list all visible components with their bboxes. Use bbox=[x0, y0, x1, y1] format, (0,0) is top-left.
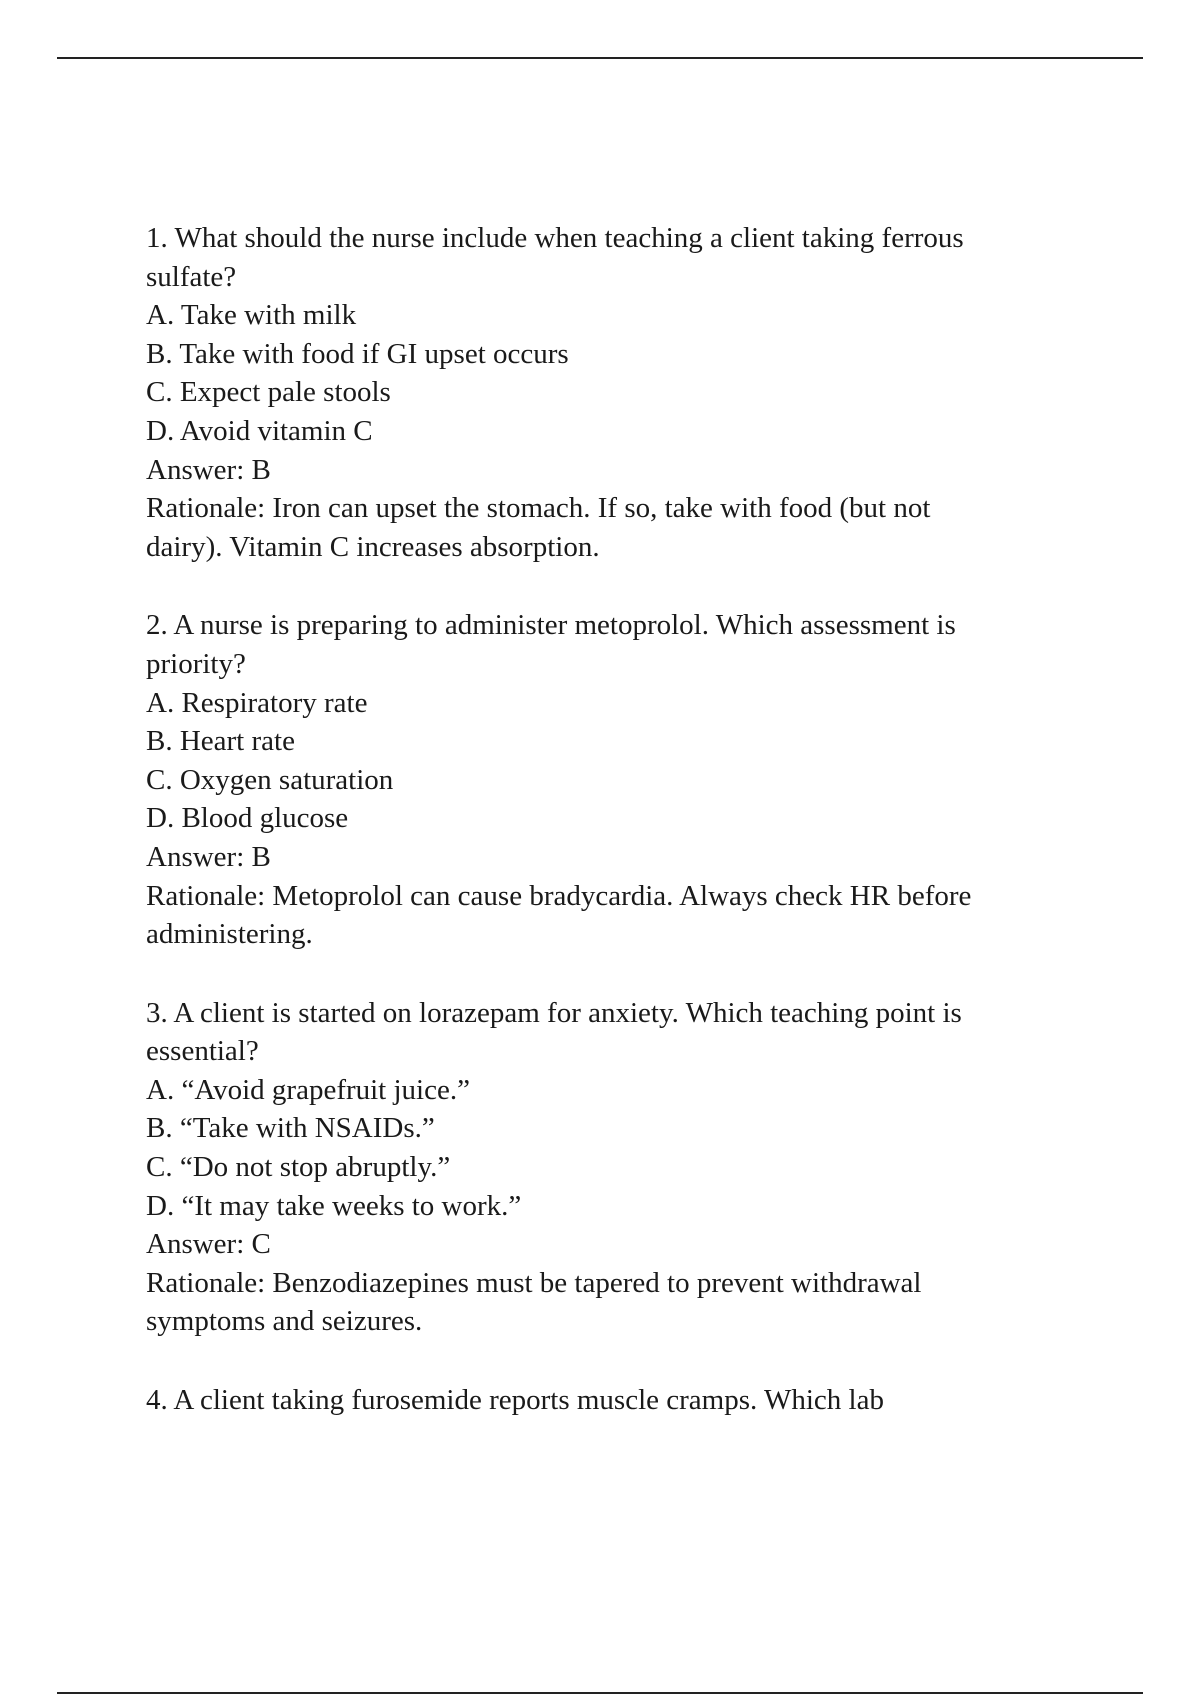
document-body bbox=[146, 219, 996, 1460]
option-b: B. Take with food if GI upset occurs bbox=[146, 337, 569, 370]
question-3 bbox=[146, 994, 996, 1341]
option-d: D. Blood glucose bbox=[146, 802, 349, 835]
rationale: Rationale: Metoprolol can cause bradycardia. Always check HR before administering. bbox=[146, 879, 972, 951]
option-c: C. “Do not stop abruptly.” bbox=[146, 1151, 451, 1184]
option-b: B. Heart rate bbox=[146, 725, 295, 758]
option-b: B. “Take with NSAIDs.” bbox=[146, 1112, 435, 1145]
rationale: Rationale: Iron can upset the stomach. If so, take with food (but not dairy). Vitamin C increases absorption. bbox=[146, 492, 931, 563]
question-2 bbox=[146, 606, 996, 953]
question-stem: 1. What should the nurse include when teaching a client taking ferrous sulfate? bbox=[146, 222, 964, 293]
footer-rule bbox=[57, 1692, 1143, 1694]
question-1 bbox=[146, 219, 996, 566]
rationale: Rationale: Benzodiazepines must be tapered to prevent withdrawal symptoms and seizures. bbox=[146, 1266, 922, 1338]
option-a: A. Respiratory rate bbox=[146, 686, 368, 719]
option-a: A. Take with milk bbox=[146, 299, 357, 332]
question-stem: 3. A client is started on lorazepam for anxiety. Which teaching point is essential? bbox=[146, 996, 962, 1068]
question-4 bbox=[146, 1381, 996, 1420]
answer: Answer: C bbox=[146, 1228, 271, 1261]
option-d: D. Avoid vitamin C bbox=[146, 414, 373, 447]
answer: Answer: B bbox=[146, 840, 271, 873]
question-stem: 4. A client taking furosemide reports muscle cramps. Which lab bbox=[146, 1384, 884, 1417]
header-rule bbox=[57, 57, 1143, 59]
question-stem: 2. A nurse is preparing to administer metoprolol. Which assessment is priority? bbox=[146, 609, 956, 680]
option-a: A. “Avoid grapefruit juice.” bbox=[146, 1073, 470, 1106]
option-d: D. “It may take weeks to work.” bbox=[146, 1189, 522, 1222]
option-c: C. Expect pale stools bbox=[146, 376, 391, 409]
option-c: C. Oxygen saturation bbox=[146, 763, 394, 796]
answer: Answer: B bbox=[146, 453, 271, 486]
